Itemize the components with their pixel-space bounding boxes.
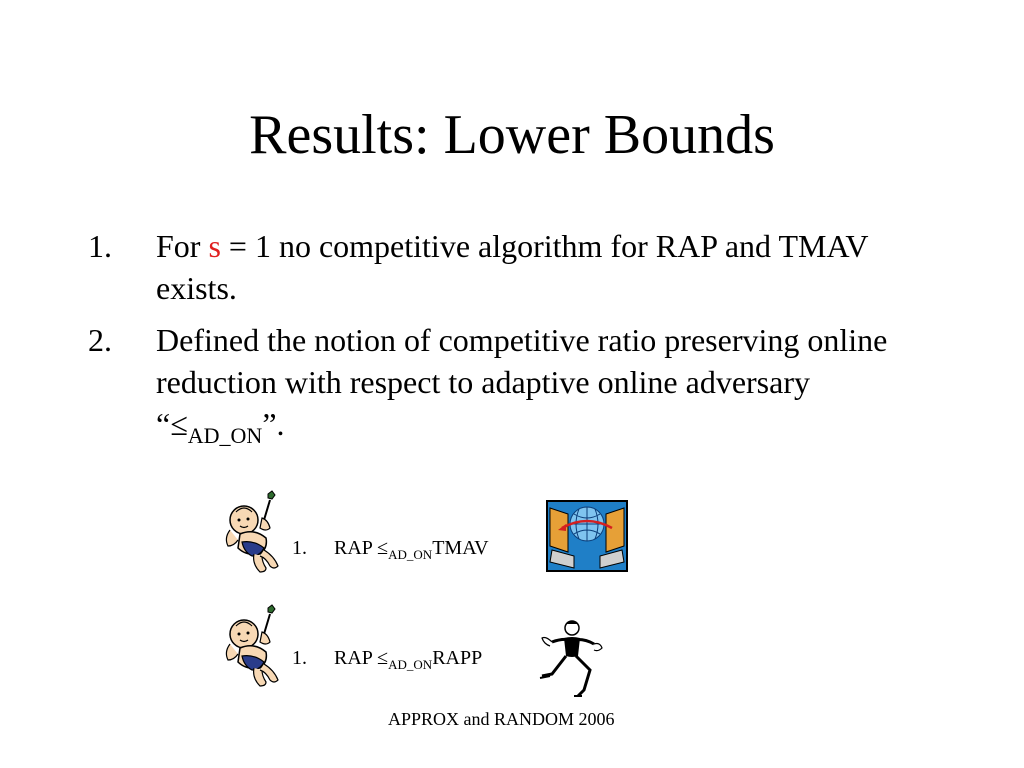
bullet-text-pre: For [156,228,209,264]
reduction-right: RAPP [432,647,483,669]
reduction-left: RAP ≤ [334,647,389,669]
reduction-item [292,646,482,677]
reduction-number: 1. [292,537,307,559]
reduction-subscript: AD_ON [388,657,433,672]
variable-s: s [208,228,221,264]
running-man-icon [538,618,604,700]
bullet-number: 2. [88,322,112,358]
reduction-right: TMAV [432,537,489,559]
baby-clipart-icon [220,604,290,690]
network-computers-icon [546,500,628,572]
reduction-left: RAP ≤ [334,537,389,559]
bullet-item [88,225,888,309]
slide-title: Results: Lower Bounds [249,104,775,166]
bullet-text-post: = 1 no competitive algorithm for RAP and TMAV exists. [156,228,868,306]
bullet-list [88,225,888,467]
bullet-item [88,319,888,457]
reduction-item [292,536,489,567]
bullet-text-end: ”. [262,406,285,442]
baby-clipart-icon [220,490,290,576]
bullet-number: 1. [88,228,112,264]
bullet-text: Defined the notion of competitive ratio preserving online reduction with respect to adaptive online adversary “≤ [156,322,888,442]
reduction-subscript: AD_ON [388,547,433,562]
subscript: AD_ON [187,423,263,448]
slide-footer: APPROX and RANDOM 2006 [388,709,615,729]
reduction-number: 1. [292,647,307,669]
